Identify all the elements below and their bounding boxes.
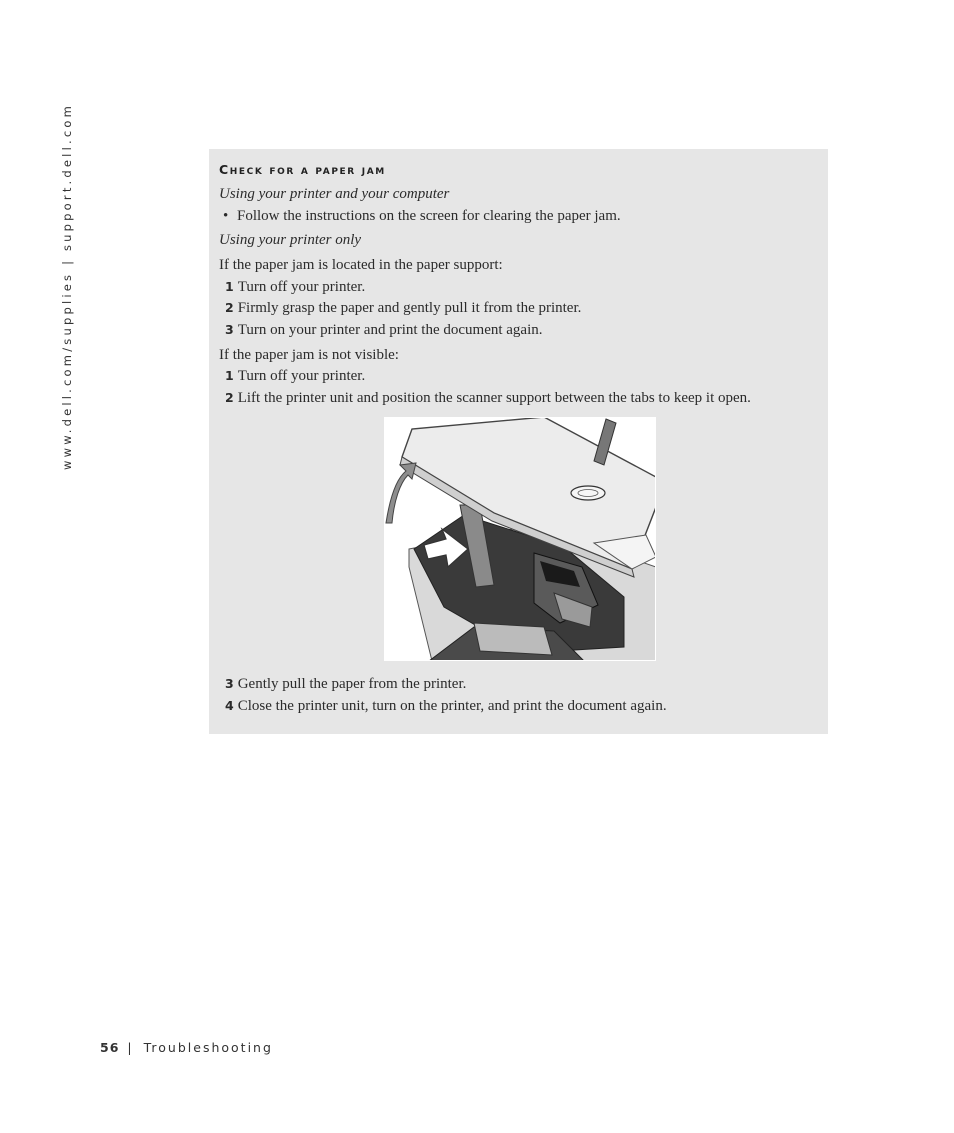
intro-hidden: If the paper jam is not visible: [219,347,399,363]
section-heading: Check for a paper jam [219,162,386,177]
step-number: 1 [225,279,234,294]
step-text: Lift the printer unit and position the scanner support between the tabs to keep it open. [237,390,751,406]
procedure-panel [209,149,828,734]
page-number: 56 [100,1040,120,1055]
chapter-title: Troubleshooting [143,1040,273,1055]
intro-support: If the paper jam is located in the paper support: [219,257,503,273]
hidden-step [225,368,365,385]
step-number: 4 [225,698,234,713]
step-number: 2 [225,300,234,315]
sidebar-url-text: www.dell.com/supplies | support.dell.com [60,103,74,470]
support-step [225,322,543,339]
subhead-computer: Using your printer and your computer [219,186,450,202]
hidden-step [225,676,466,693]
support-step [225,300,581,317]
step-text: Firmly grasp the paper and gently pull it from the printer. [237,300,582,316]
support-step [225,279,365,296]
hidden-step [225,390,751,407]
step-text: Turn on your printer and print the document again. [237,322,543,338]
subhead-printer: Using your printer only [219,232,362,248]
footer-separator: | [127,1040,134,1055]
bullet-icon: • [223,208,229,224]
hidden-step [225,698,667,715]
step-text: Turn off your printer. [237,279,366,295]
step-number: 1 [225,368,234,383]
page-footer [100,1040,273,1055]
bullet-text: Follow the instructions on the screen for clearing the paper jam. [237,208,621,224]
step-number: 3 [225,322,234,337]
step-number: 3 [225,676,234,691]
step-number: 2 [225,390,234,405]
step-text: Turn off your printer. [237,368,366,384]
step-text: Close the printer unit, turn on the printer, and print the document again. [237,698,667,714]
bullet-item [223,208,621,225]
printer-open-icon [384,417,656,661]
step-text: Gently pull the paper from the printer. [237,676,467,692]
printer-illustration [384,417,656,661]
